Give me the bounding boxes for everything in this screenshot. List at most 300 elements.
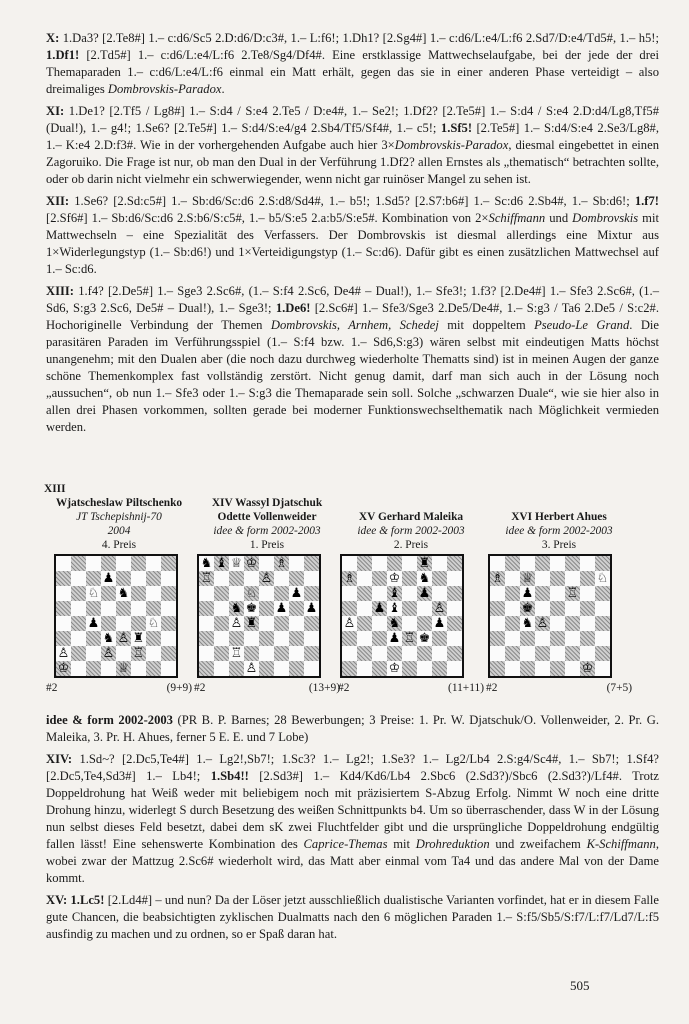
diagram-source: JT Tschepishnij-70 (76, 511, 162, 523)
commentary-paragraph (46, 751, 659, 887)
commentary-paragraph (46, 30, 659, 98)
diagram-year: 2004 (107, 525, 131, 537)
board-square (229, 601, 244, 616)
board-square (550, 646, 565, 661)
chess-piece: ♗ (275, 556, 288, 571)
diagram-number: XVI (511, 511, 533, 523)
text-run: Schiffmann (488, 211, 546, 225)
board-square (595, 556, 610, 571)
board-square (565, 556, 580, 571)
chess-piece: ♗ (491, 571, 504, 586)
board-square (71, 646, 86, 661)
board-square (402, 571, 417, 586)
chess-piece: ♞ (418, 571, 431, 586)
board-square (116, 661, 131, 676)
board-square (417, 661, 432, 676)
board-square (357, 571, 372, 586)
board-square (372, 661, 387, 676)
board-square (490, 586, 505, 601)
board-square (214, 661, 229, 676)
text-run: idee & form 2002-2003 (46, 713, 173, 727)
board-square (161, 661, 176, 676)
chess-piece: ♙ (117, 631, 130, 646)
text-run: . (221, 82, 225, 96)
chess-board (197, 554, 321, 678)
board-square (417, 646, 432, 661)
board-square (342, 616, 357, 631)
diagram-xvi (484, 482, 634, 704)
board-square (550, 661, 565, 676)
board-square (432, 616, 447, 631)
diagram-stipulation: #2 (338, 682, 350, 694)
chess-piece: ♖ (200, 571, 213, 586)
board-square (101, 571, 116, 586)
board-square (101, 601, 116, 616)
board-square (161, 556, 176, 571)
chess-piece: ♘ (87, 586, 100, 601)
board-square (274, 616, 289, 631)
board-square (86, 616, 101, 631)
text-run: [2.Sd3#] 1.– Kd4/Kd6/Lb4 2.Sbc6 (2.Sd3?)/Sbc6 (2.Sd3?)/Lf4#. Trotz Doppeldrohung hat Weiß weder mit beliebigem noch mit präzisiertem S-Abzug Erfolg. Nimmt W noch eine dritte Drohung hinzu, widerlegt S durch Besetzung des weißen Schnittpunkts b4. Um so überraschender, dass W in der Lösung nun selbst dieses Feld besetzt, dabei dem sK zwei Fluchtfelder gibt und die ursprüngliche Doppeldrohung endgültig fallen lässt! Eine sehenswerte Kombination des (46, 769, 660, 851)
board-square (259, 631, 274, 646)
board-square (372, 646, 387, 661)
board-square (595, 601, 610, 616)
board-square (357, 616, 372, 631)
board-square (595, 616, 610, 631)
board-square (402, 556, 417, 571)
diagram-stipulation: #2 (194, 682, 206, 694)
board-square (56, 601, 71, 616)
chess-piece: ♚ (418, 631, 431, 646)
board-square (56, 616, 71, 631)
text-run: XII: (46, 194, 70, 208)
text-run: [2.Ld4#] – und nun? Da der Löser jetzt ausschließlich dualistische Varianten vorfindet, hat er in diesem Falle gute Chancen, die beabsichtigten zyklischen Dualmatts nach den 6 möglichen Paraden 1.– S:f5/Sb5/S:f7/L:f7/Ld7/L:f5 ausfindig zu machen und zu ordnen, so er Spaß daran hat. (46, 893, 659, 941)
chess-piece: ♟ (388, 631, 401, 646)
board-square (595, 631, 610, 646)
board-square (342, 556, 357, 571)
chess-piece: ♟ (305, 601, 318, 616)
board-square (342, 631, 357, 646)
chess-piece: ♖ (132, 646, 145, 661)
chess-piece: ♕ (230, 556, 243, 571)
board-square (289, 556, 304, 571)
board-square (101, 646, 116, 661)
commentary-block-lower (46, 712, 659, 948)
board-square (289, 586, 304, 601)
board-square (550, 586, 565, 601)
board-square (447, 646, 462, 661)
board-square (342, 646, 357, 661)
diagram-stipulation: #2 (486, 682, 498, 694)
board-square (535, 556, 550, 571)
text-run: Dombrovskis-Paradox (394, 138, 509, 152)
text-run: 1.Sd~? [2.Dc5,Te4#] 1.– Lg2!,Sb7!; 1.Sc3? 1.– Lg2!; 1.Se3? 1.– Lg2/Lb4 2.S:g4/Sc4#, 1.– Sb7!; 1.Sf4? [2.Dc5,Te4,Sd3#] 1.– Lb4!; (46, 752, 659, 783)
board-square (146, 586, 161, 601)
board-square (565, 631, 580, 646)
board-square (505, 616, 520, 631)
chess-piece: ♔ (388, 661, 401, 676)
board-square (342, 601, 357, 616)
diagram-xiii (44, 482, 194, 704)
board-square (274, 646, 289, 661)
board-square (595, 586, 610, 601)
board-square (417, 571, 432, 586)
board-square (116, 646, 131, 661)
board-square (244, 616, 259, 631)
board-square (505, 586, 520, 601)
board-square (71, 616, 86, 631)
commentary-paragraph (46, 892, 659, 943)
text-run: [2.Te5#] 1.– S:d4/S:e4 2.Se3/Lg8#, 1.– K:e4 2.D:f3#. Wie in der vorhergehenden Aufgabe auch hier 3× (46, 121, 659, 152)
board-square (417, 586, 432, 601)
board-square (116, 631, 131, 646)
text-run: mit doppeltem (438, 318, 535, 332)
board-square (86, 586, 101, 601)
board-square (116, 601, 131, 616)
board-square (372, 571, 387, 586)
chess-piece: ♔ (57, 661, 70, 676)
text-run: XI: (46, 104, 65, 118)
board-square (387, 631, 402, 646)
board-square (101, 631, 116, 646)
board-square (71, 661, 86, 676)
board-square (595, 571, 610, 586)
board-square (116, 571, 131, 586)
board-square (550, 556, 565, 571)
text-run: XIV: (46, 752, 73, 766)
board-square (289, 661, 304, 676)
board-square (146, 631, 161, 646)
board-square (402, 646, 417, 661)
board-square (56, 646, 71, 661)
board-square (387, 661, 402, 676)
text-run: Dombrovskis-Paradox (107, 82, 222, 96)
board-square (229, 586, 244, 601)
chess-piece: ♙ (260, 571, 273, 586)
board-square (304, 601, 319, 616)
board-square (372, 631, 387, 646)
board-square (289, 571, 304, 586)
chess-piece: ♞ (102, 631, 115, 646)
board-square (580, 601, 595, 616)
board-square (595, 661, 610, 676)
diagram-piece-count: (7+5) (606, 682, 632, 694)
chess-piece: ♙ (536, 616, 549, 631)
board-square (274, 601, 289, 616)
board-square (259, 661, 274, 676)
board-square (447, 616, 462, 631)
text-run: XV: (46, 893, 68, 907)
board-square (56, 586, 71, 601)
commentary-paragraph (46, 193, 659, 278)
board-square (214, 646, 229, 661)
text-run: Dombrovskis (572, 211, 639, 225)
chess-piece: ♟ (373, 601, 386, 616)
board-square (520, 601, 535, 616)
diagram-author-2: Odette Vollenweider (217, 511, 317, 523)
chess-piece: ♖ (230, 646, 243, 661)
text-run: 1.Sb4!! (210, 769, 249, 783)
chess-piece: ♚ (245, 601, 258, 616)
board-square (199, 646, 214, 661)
board-square (131, 616, 146, 631)
board-square (580, 646, 595, 661)
board-square (214, 616, 229, 631)
board-square (259, 601, 274, 616)
board-square (304, 616, 319, 631)
board-square (387, 586, 402, 601)
text-run: Dombrovskis, Arnhem, Schedej (270, 318, 439, 332)
diagram-author: Gerhard Maleika (378, 511, 464, 523)
board-square (244, 631, 259, 646)
chess-piece: ♞ (117, 586, 130, 601)
board-square (565, 646, 580, 661)
board-square (447, 586, 462, 601)
board-square (432, 661, 447, 676)
diagram-award: 2. Preis (393, 539, 429, 551)
board-square (244, 571, 259, 586)
board-square (432, 631, 447, 646)
diagram-piece-count: (13+9) (308, 682, 340, 694)
board-square (259, 616, 274, 631)
board-square (131, 571, 146, 586)
text-run: K-Schiffmann (586, 837, 656, 851)
text-run: Pseudo-Le Grand (534, 318, 630, 332)
board-square (580, 631, 595, 646)
chess-board (340, 554, 464, 678)
board-square (289, 601, 304, 616)
board-square (71, 571, 86, 586)
board-square (520, 556, 535, 571)
diagram-award: 1. Preis (249, 539, 285, 551)
chess-piece: ♟ (418, 586, 431, 601)
board-square (229, 616, 244, 631)
board-square (387, 646, 402, 661)
board-square (505, 646, 520, 661)
commentary-paragraph (46, 712, 659, 746)
chess-piece: ♞ (521, 616, 534, 631)
chess-piece: ♙ (433, 601, 446, 616)
board-square (432, 571, 447, 586)
board-square (131, 646, 146, 661)
board-square (357, 556, 372, 571)
board-square (229, 571, 244, 586)
board-square (580, 661, 595, 676)
chess-piece: ♜ (245, 616, 258, 631)
text-run: [2.Sf6#] 1.– Sb:d6/Sc:d6 2.S:b6/S:c5#, 1.– b5/S:e5 2.a:b5/S:e5#. Kombination von 2× (46, 211, 489, 225)
board-square (520, 586, 535, 601)
text-run: [2.Td5#] 1.– c:d6/L:e4/L:f6 2.Te8/Sg4/Df4#. Eine erstklassige Mattwechselaufgabe, bei der jede der drei Themaparaden 1.– c:d6/L:e4/L:f6 einmal ein Matt erhält, gegen das sie in einer anderen Phase verteidigt – also dreimaliges (46, 48, 659, 96)
chess-piece: ♟ (102, 571, 115, 586)
board-square (402, 586, 417, 601)
board-square (259, 586, 274, 601)
board-square (520, 616, 535, 631)
board-square (490, 631, 505, 646)
board-square (372, 616, 387, 631)
board-square (289, 631, 304, 646)
chess-piece: ♝ (215, 556, 228, 571)
chess-piece: ♟ (275, 601, 288, 616)
board-square (402, 661, 417, 676)
board-square (490, 646, 505, 661)
board-square (304, 631, 319, 646)
board-square (244, 556, 259, 571)
board-square (56, 631, 71, 646)
board-square (86, 556, 101, 571)
board-square (289, 646, 304, 661)
board-square (116, 586, 131, 601)
board-square (86, 646, 101, 661)
board-square (490, 661, 505, 676)
board-square (535, 616, 550, 631)
board-square (131, 601, 146, 616)
board-square (101, 556, 116, 571)
board-square (229, 631, 244, 646)
board-square (244, 601, 259, 616)
board-square (372, 601, 387, 616)
board-square (432, 601, 447, 616)
chess-piece: ♞ (230, 601, 243, 616)
board-square (357, 586, 372, 601)
diagram-source: idee & form (213, 525, 269, 537)
diagram-stipulation: #2 (46, 682, 58, 694)
board-square (535, 571, 550, 586)
board-square (304, 646, 319, 661)
diagram-piece-count: (9+9) (166, 682, 192, 694)
diagram-award: 4. Preis (101, 539, 137, 551)
diagram-author: Wassyl Djatschuk (235, 497, 323, 509)
board-square (229, 556, 244, 571)
chess-piece: ♝ (388, 601, 401, 616)
board-square (214, 571, 229, 586)
board-square (505, 601, 520, 616)
board-square (490, 616, 505, 631)
board-square (146, 646, 161, 661)
board-square (71, 586, 86, 601)
chess-piece: ♖ (566, 586, 579, 601)
board-square (259, 646, 274, 661)
board-square (550, 616, 565, 631)
board-square (274, 556, 289, 571)
board-square (535, 631, 550, 646)
board-square (304, 556, 319, 571)
board-square (520, 571, 535, 586)
board-square (146, 661, 161, 676)
board-square (342, 586, 357, 601)
board-square (357, 631, 372, 646)
text-run: mit Mattwechseln – eine Spezialität des Verfassers. Der Dombrovskis ist diesmal allerdings eine Mixtur aus 1×Widerlegungstyp (1.– Sb:d6!) und 1×Verteidigungstyp (1.– Sc:d6). Dafür gibt es einen zusätzlichen Mattwechsel auf 1.– Sc:d6. (46, 211, 659, 276)
chess-piece: ♙ (57, 646, 70, 661)
chess-piece: ♕ (521, 571, 534, 586)
text-run: 1.Sf5! (440, 121, 473, 135)
board-square (146, 571, 161, 586)
board-square (565, 616, 580, 631)
board-square (535, 646, 550, 661)
text-run: , wobei zwar der Mattzug 2.Sc6# wiederholt wird, das Matt aber einmal vom Ta4 und das andere Mal von der Dame kommt. (46, 837, 659, 885)
board-square (101, 586, 116, 601)
diagram-source: idee & form (505, 525, 561, 537)
chess-piece: ♙ (343, 616, 356, 631)
chess-piece: ♟ (87, 616, 100, 631)
board-square (161, 616, 176, 631)
chess-piece: ♞ (200, 556, 213, 571)
chess-piece: ♟ (433, 616, 446, 631)
text-run: Caprice-Themas (303, 837, 388, 851)
board-square (86, 661, 101, 676)
diagram-author: Wjatscheslaw Piltschenko (55, 497, 183, 509)
board-square (402, 601, 417, 616)
board-square (342, 661, 357, 676)
diagram-xv (336, 482, 486, 704)
chess-piece: ♔ (245, 556, 258, 571)
board-square (146, 601, 161, 616)
text-run: 1.Se6? [2.Sd:c5#] 1.– Sb:d6/Sc:d6 2.S:d8/Sd4#, 1.– b5!; 1.Sd5? [2.S7:b6#] 1.– Sc:d6 2.Sb4#, 1.– Sb:d6!; (69, 194, 635, 208)
chess-board (54, 554, 178, 678)
board-square (214, 556, 229, 571)
board-square (505, 571, 520, 586)
text-run: 1.f7! (634, 194, 659, 208)
board-square (199, 631, 214, 646)
text-run: Drohreduktion (415, 837, 490, 851)
board-square (244, 646, 259, 661)
diagram-xiv (192, 482, 342, 704)
board-square (432, 646, 447, 661)
diagram-number: XIV (211, 497, 233, 509)
board-square (565, 601, 580, 616)
board-square (199, 601, 214, 616)
diagram-year: 2002-2003 (563, 525, 613, 537)
board-square (199, 571, 214, 586)
text-run: X: (46, 31, 60, 45)
board-square (417, 616, 432, 631)
board-square (101, 661, 116, 676)
board-square (214, 586, 229, 601)
board-square (161, 631, 176, 646)
board-square (580, 571, 595, 586)
board-square (505, 631, 520, 646)
board-square (357, 646, 372, 661)
board-square (259, 556, 274, 571)
board-square (56, 571, 71, 586)
board-square (372, 586, 387, 601)
board-square (417, 631, 432, 646)
board-square (101, 616, 116, 631)
board-square (214, 601, 229, 616)
board-square (520, 646, 535, 661)
board-square (161, 601, 176, 616)
diagram-author: Herbert Ahues (534, 511, 607, 523)
text-run: mit (387, 837, 416, 851)
board-square (535, 586, 550, 601)
commentary-block-upper (46, 30, 659, 441)
chess-piece: ♘ (245, 586, 258, 601)
board-square (274, 571, 289, 586)
board-square (116, 556, 131, 571)
chess-piece: ♙ (102, 646, 115, 661)
board-square (86, 571, 101, 586)
text-run: 1.Df1! (46, 48, 80, 62)
chess-piece: ♘ (147, 616, 160, 631)
board-square (199, 586, 214, 601)
text-run: 1.f4? [2.De5#] 1.– Sge3 2.Sc6#, (1.– S:f4 2.Sc6, De4# – Dual!), 1.– Sfe3!; 1.f3? [2.De4#] 1.– Sfe3 2.Sc6#, (1.– Sd6, S:g3 2.Sc6, De5# – Dual!), 1.– Sge3!; (46, 284, 659, 315)
board-square (131, 586, 146, 601)
diagram-source: idee & form (357, 525, 413, 537)
chess-piece: ♟ (290, 586, 303, 601)
board-square (199, 556, 214, 571)
board-square (199, 661, 214, 676)
board-square (432, 586, 447, 601)
board-square (289, 616, 304, 631)
